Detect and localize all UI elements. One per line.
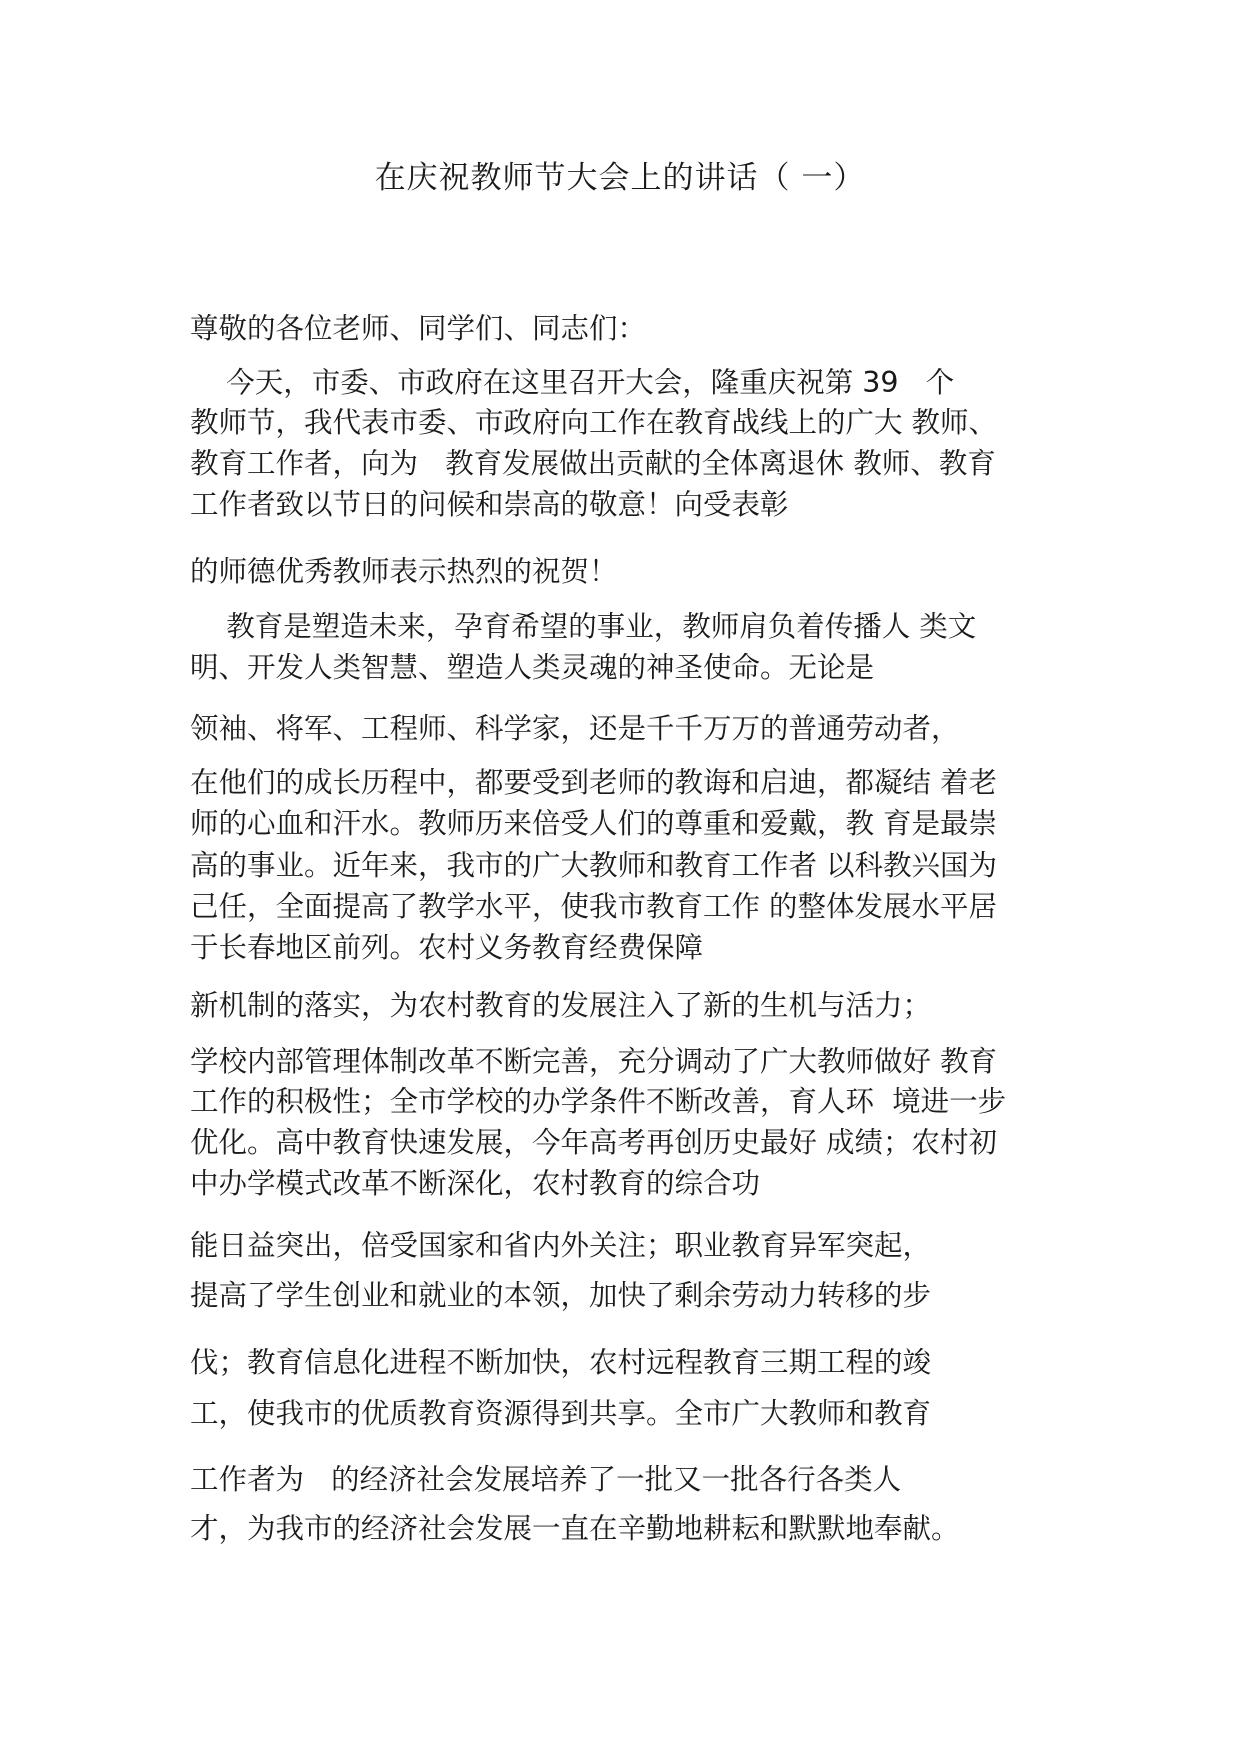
document-title: 在庆祝教师节大会上的讲话（ 一） xyxy=(374,160,866,196)
text-line: 教育工作者，向为 教育发展做出贡献的全体离退休 教师、教育 xyxy=(190,447,996,480)
text-line: 伐；教育信息化进程不断加快，农村远程教育三期工程的竣 xyxy=(190,1346,932,1379)
text-line: 今天，市委、市政府在这里召开大会，隆重庆祝第 39 个 xyxy=(190,366,955,399)
text-line: 教师节，我代表市委、市政府向工作在教育战线上的广大 教师、 xyxy=(190,406,998,439)
text-line: 教育是塑造未来，孕育希望的事业，教师肩负着传播人 类文 xyxy=(190,610,977,643)
text-line: 工，使我市的优质教育资源得到共享。全市广大教师和教育 xyxy=(190,1397,932,1430)
text-line: 提高了学生创业和就业的本领，加快了剩余劳动力转移的步 xyxy=(190,1279,932,1312)
text-line: 的师德优秀教师表示热烈的祝贺！ xyxy=(190,555,618,588)
text-line: 师的心血和汗水。教师历来倍受人们的尊重和爱戴，教 育是最崇 xyxy=(190,807,998,840)
text-line: 能日益突出，倍受国家和省内外关注；职业教育异军突起， xyxy=(190,1229,932,1262)
text-line: 才，为我市的经济社会发展一直在辛勤地耕耘和默默地奉献。 xyxy=(190,1512,960,1545)
text-line: 中办学模式改革不断深化，农村教育的综合功 xyxy=(190,1167,761,1200)
text-line: 新机制的落实，为农村教育的发展注入了新的生机与活力； xyxy=(190,989,932,1022)
text-line: 于长春地区前列。农村义务教育经费保障 xyxy=(190,931,704,964)
text-line: 领袖、将军、工程师、科学家，还是千千万万的普通劳动者， xyxy=(190,712,960,745)
text-line: 工作者致以节日的问候和崇高的敬意！向受表彰 xyxy=(190,488,789,521)
text-line: 明、开发人类智慧、塑造人类灵魂的神圣使命。无论是 xyxy=(190,651,875,684)
text-line: 高的事业。近年来，我市的广大教师和教育工作者 以科教兴国为 xyxy=(190,849,998,882)
text-line: 在他们的成长历程中，都要受到老师的教诲和启迪，都凝结 着老 xyxy=(190,766,998,799)
text-line: 工作的积极性；全市学校的办学条件不断改善，育人环 境进一步 xyxy=(190,1085,1007,1118)
text-line: 学校内部管理体制改革不断完善，充分调动了广大教师做好 教育 xyxy=(190,1045,998,1078)
text-line: 优化。高中教育快速发展，今年高考再创历史最好 成绩；农村初 xyxy=(190,1126,998,1159)
text-line: 己任，全面提高了教学水平，使我市教育工作 的整体发展水平居 xyxy=(190,890,998,923)
salutation: 尊敬的各位老师、同学们、同志们： xyxy=(190,312,647,345)
text-line: 工作者为 的经济社会发展培养了一批又一批各行各类人 xyxy=(190,1463,902,1496)
